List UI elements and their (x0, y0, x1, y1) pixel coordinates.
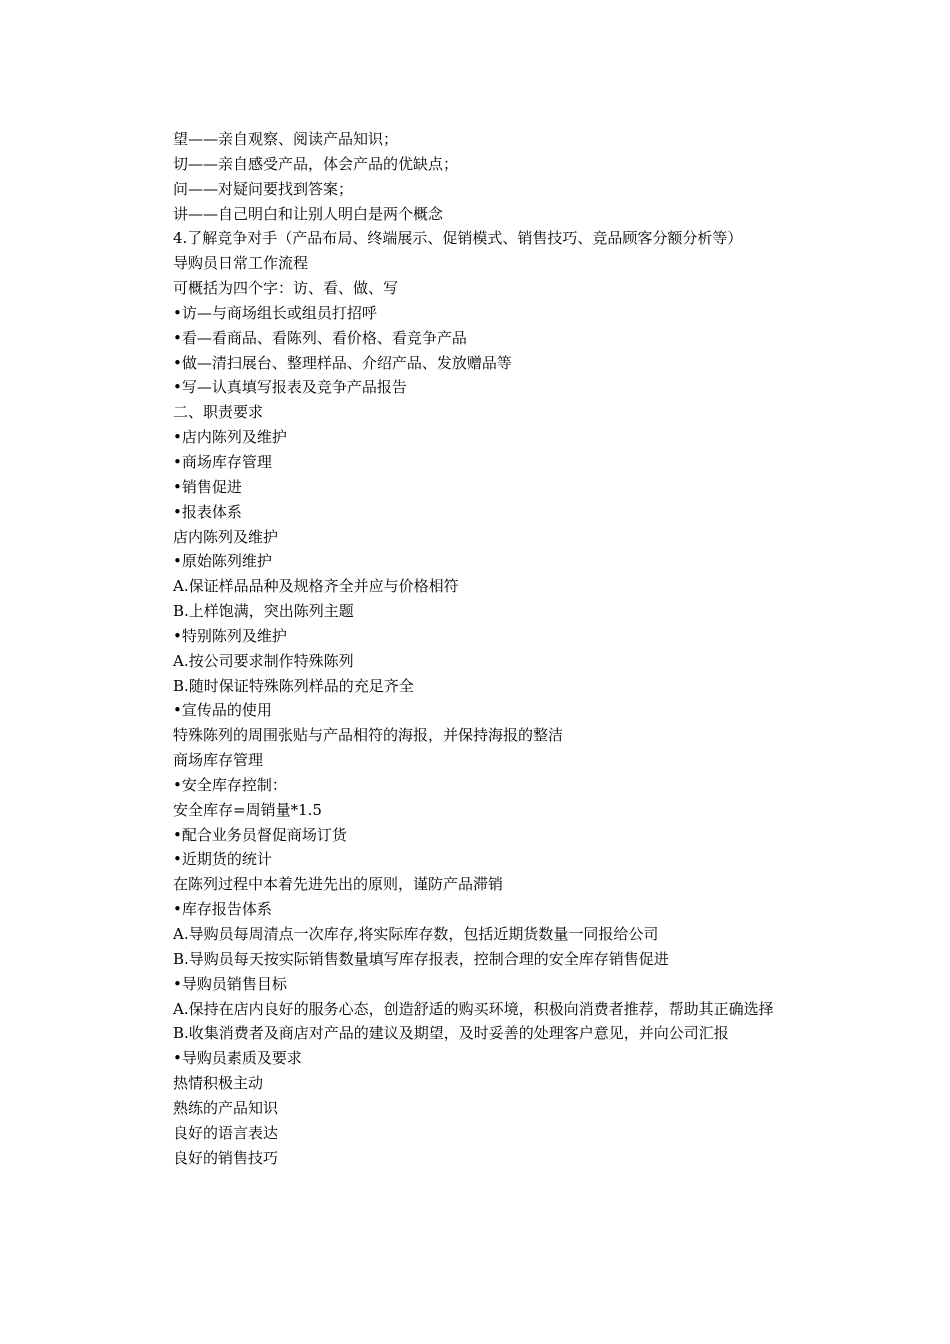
text-line: 在陈列过程中本着先进先出的原则，谨防产品滞销 (173, 875, 504, 894)
text-line: 安全库存=周销量*1.5 (173, 800, 322, 819)
text-line: 良好的语言表达 (173, 1123, 279, 1142)
text-line: 讲——自己明白和让别人明白是两个概念 (173, 204, 444, 223)
text-line: A.导购员每周清点一次库存,将实际库存数，包括近期货数量一同报给公司 (173, 925, 659, 943)
bullet-item: •访—与商场组长或组员打招呼 (173, 303, 377, 322)
bullet-item: •导购员销售目标 (173, 974, 287, 993)
bullet-item: •看—看商品、看陈列、看价格、看竞争产品 (173, 328, 467, 347)
text-line: 良好的销售技巧 (173, 1148, 279, 1167)
bullet-item: •库存报告体系 (173, 900, 272, 919)
document-body (143, 127, 803, 1170)
text-line: 可概括为四个字：访、看、做、写 (173, 279, 399, 298)
text-line: A.保持在店内良好的服务心态，创造舒适的购买环境，积极向消费者推荐，帮助其正确选择 (173, 999, 774, 1018)
text-line: B.导购员每天按实际销售数量填写库存报表，控制合理的安全库存销售促进 (173, 949, 669, 968)
text-line: 熟练的产品知识 (173, 1098, 279, 1117)
bullet-item: •报表体系 (173, 502, 242, 521)
text-line: 望——亲自观察、阅读产品知识； (173, 130, 399, 148)
bullet-item: •写—认真填写报表及竞争产品报告 (173, 378, 407, 397)
bullet-item: •做—清扫展台、整理样品、介绍产品、发放赠品等 (173, 353, 512, 372)
bullet-item: •近期货的统计 (173, 850, 272, 869)
text-line: 4.了解竞争对手（产品布局、终端展示、促销模式、销售技巧、竞品顾客分额分析等） (173, 229, 743, 248)
bullet-item: •特别陈列及维护 (173, 626, 287, 645)
section-heading: 二、职责要求 (173, 403, 264, 422)
bullet-item: •店内陈列及维护 (173, 428, 287, 447)
text-line: 切——亲自感受产品，体会产品的优缺点； (173, 154, 459, 173)
text-line: B.上样饱满，突出陈列主题 (173, 602, 354, 621)
text-line: 特殊陈列的周围张贴与产品相符的海报，并保持海报的整洁 (173, 726, 564, 745)
text-line: 热情积极主动 (173, 1074, 264, 1093)
bullet-item: •销售促进 (173, 477, 242, 496)
text-line: B.收集消费者及商店对产品的建议及期望，及时妥善的处理客户意见，并向公司汇报 (173, 1024, 729, 1043)
section-heading: 店内陈列及维护 (173, 527, 279, 546)
text-line: A.保证样品品种及规格齐全并应与价格相符 (173, 577, 459, 596)
bullet-item: •宣传品的使用 (173, 701, 272, 720)
bullet-item: •导购员素质及要求 (173, 1049, 302, 1068)
bullet-item: •商场库存管理 (173, 452, 272, 471)
text-line: B.随时保证特殊陈列样品的充足齐全 (173, 676, 414, 695)
bullet-item: •配合业务员督促商场订货 (173, 825, 347, 844)
section-heading: 导购员日常工作流程 (173, 254, 309, 273)
section-heading: 商场库存管理 (173, 751, 264, 770)
bullet-item: •原始陈列维护 (173, 552, 272, 571)
text-line: A.按公司要求制作特殊陈列 (173, 651, 354, 670)
text-line: 问——对疑问要找到答案； (173, 179, 354, 198)
bullet-item: •安全库存控制： (173, 775, 287, 794)
